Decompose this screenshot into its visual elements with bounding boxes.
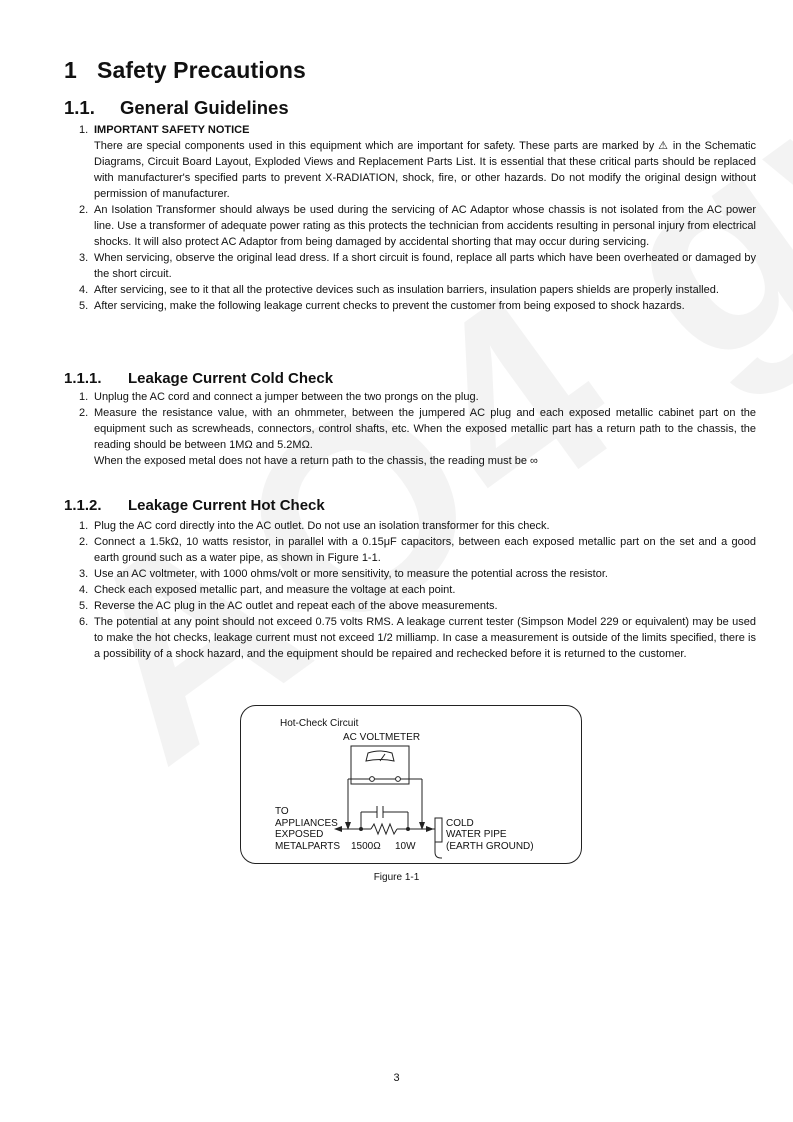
section-text: General Guidelines — [120, 97, 289, 118]
cold-check-number: 1.1.1. — [64, 370, 102, 387]
item-text: The potential at any point should not exceed 0.75 volts RMS. A leakage current tester (Simpson Model 229 or equivalent) may be used to make the hot checks, leakage current must not exceed 1/2 milliamp. In case a measurement is outside of the limits specified, there is a possibility of a shock hazard, and the equipment should be repaired and rechecked before it is returned to the customer. — [94, 616, 756, 660]
item-text: Plug the AC cord directly into the AC outlet. Do not use an isolation transformer for this check. — [94, 520, 550, 532]
list-item — [79, 518, 756, 534]
item-text: After servicing, see to it that all the protective devices such as insulation barriers, insulation papers shields are properly installed. — [94, 284, 719, 296]
list-item — [79, 250, 756, 282]
water-pipe-icon — [435, 818, 442, 842]
hot-check-list — [79, 518, 756, 662]
diagram-title: Hot-Check Circuit — [280, 718, 359, 729]
item-number: 3. — [79, 568, 89, 580]
item-number: 1. — [79, 124, 89, 136]
item-text: Connect a 1.5kΩ, 10 watts resistor, in parallel with a 0.15μF capacitors, between each exposed metallic part on the set and a good earth ground such as a water pipe, as shown in Figure 1-1. — [94, 536, 756, 564]
item-number: 5. — [79, 600, 89, 612]
item-extra-text: When the exposed metal does not have a return path to the chassis, the reading must be ∞ — [94, 455, 538, 467]
voltmeter-dial-icon — [366, 751, 394, 761]
title-number: 1 — [64, 57, 77, 83]
list-item — [79, 122, 756, 202]
item-text: Unplug the AC cord and connect a jumper between the two prongs on the plug. — [94, 391, 479, 403]
item-number: 2. — [79, 536, 89, 548]
list-item — [79, 534, 756, 566]
list-item — [79, 282, 756, 298]
item-text: After servicing, make the following leakage current checks to prevent the customer from being exposed to shock hazards. — [94, 300, 685, 312]
item-text: Measure the resistance value, with an ohmmeter, between the jumpered AC plug and each exposed metallic cabinet part on the equipment such as screwheads, connectors, control shafts, etc. When the exposed metallic part has a return path to the chassis, the reading should be between 1MΩ and 5.2MΩ. — [94, 407, 756, 451]
voltmeter-label: AC VOLTMETER — [343, 732, 421, 743]
item-number: 1. — [79, 391, 89, 403]
list-item — [79, 614, 756, 662]
resistor-icon — [371, 824, 397, 834]
item-text: An Isolation Transformer should always be used during the servicing of AC Adaptor whose chassis is not isolated from the AC power line. Use a transformer of adequate power rating as this protects the technician from accidents resulting in personal injury from electrical shocks. It will also protect AC Adaptor from being damaged by accidental shorting that may occur during servicing. — [94, 204, 756, 248]
list-item — [79, 566, 756, 582]
list-item — [79, 202, 756, 250]
item-number: 2. — [79, 204, 89, 216]
page-number: 3 — [393, 1072, 400, 1084]
cold-check-heading — [64, 370, 333, 387]
item-text: Reverse the AC plug in the AC outlet and repeat each of the above measurements. — [94, 600, 498, 612]
title-text: Safety Precautions — [97, 57, 306, 83]
voltmeter-right-terminal — [396, 777, 401, 782]
ground-label: COLD WATER PIPE (EARTH GROUND) — [446, 817, 534, 852]
list-item — [79, 598, 756, 614]
item-number: 2. — [79, 407, 89, 419]
list-item — [79, 389, 756, 405]
item-text: Check each exposed metallic part, and measure the voltage at each point. — [94, 584, 456, 596]
section-number: 1.1. — [64, 97, 95, 118]
item-number: 4. — [79, 284, 89, 296]
page-title — [64, 57, 306, 84]
cold-check-list — [79, 389, 756, 469]
item-number: 1. — [79, 520, 89, 532]
general-guidelines-list — [79, 122, 756, 314]
cold-check-title: Leakage Current Cold Check — [128, 370, 334, 387]
item-number: 4. — [79, 584, 89, 596]
wattage-label: 10W — [395, 840, 416, 852]
item-number: 3. — [79, 252, 89, 264]
hot-check-title: Leakage Current Hot Check — [128, 497, 325, 514]
list-item — [79, 405, 756, 469]
item-text: When servicing, observe the original lead dress. If a short circuit is found, replace all parts which have been overheated or damaged by the short circuit. — [94, 252, 756, 280]
hot-check-number: 1.1.2. — [64, 497, 102, 514]
appliance-label: TO APPLIANCES EXPOSED METALPARTS — [275, 806, 341, 852]
hot-check-heading — [64, 497, 325, 514]
figure-caption: Figure 1-1 — [373, 872, 420, 883]
item-number: 6. — [79, 616, 89, 628]
item-number: 5. — [79, 300, 89, 312]
notice-heading: IMPORTANT SAFETY NOTICE — [94, 124, 250, 136]
hot-check-circuit-diagram — [240, 705, 582, 864]
arrow-right-icon — [426, 826, 434, 832]
resistance-label: 1500Ω — [351, 840, 381, 852]
section-heading — [64, 97, 289, 119]
list-item — [79, 298, 756, 314]
item-text: Use an AC voltmeter, with 1000 ohms/volt or more sensitivity, to measure the potential across the resistor. — [94, 568, 608, 580]
voltmeter-left-terminal — [370, 777, 375, 782]
item-text: There are special components used in this equipment which are important for safety. These parts are marked by ⚠ in the Schematic Diagrams, Circuit Board Layout, Exploded Views and Replacement Parts List. It is essential that these critical parts should be replaced with manufacturer's specified parts to prevent X-RADIATION, shock, fire, or other hazards. Do not modify the original design without permission of manufacturer. — [94, 140, 756, 200]
list-item — [79, 582, 756, 598]
